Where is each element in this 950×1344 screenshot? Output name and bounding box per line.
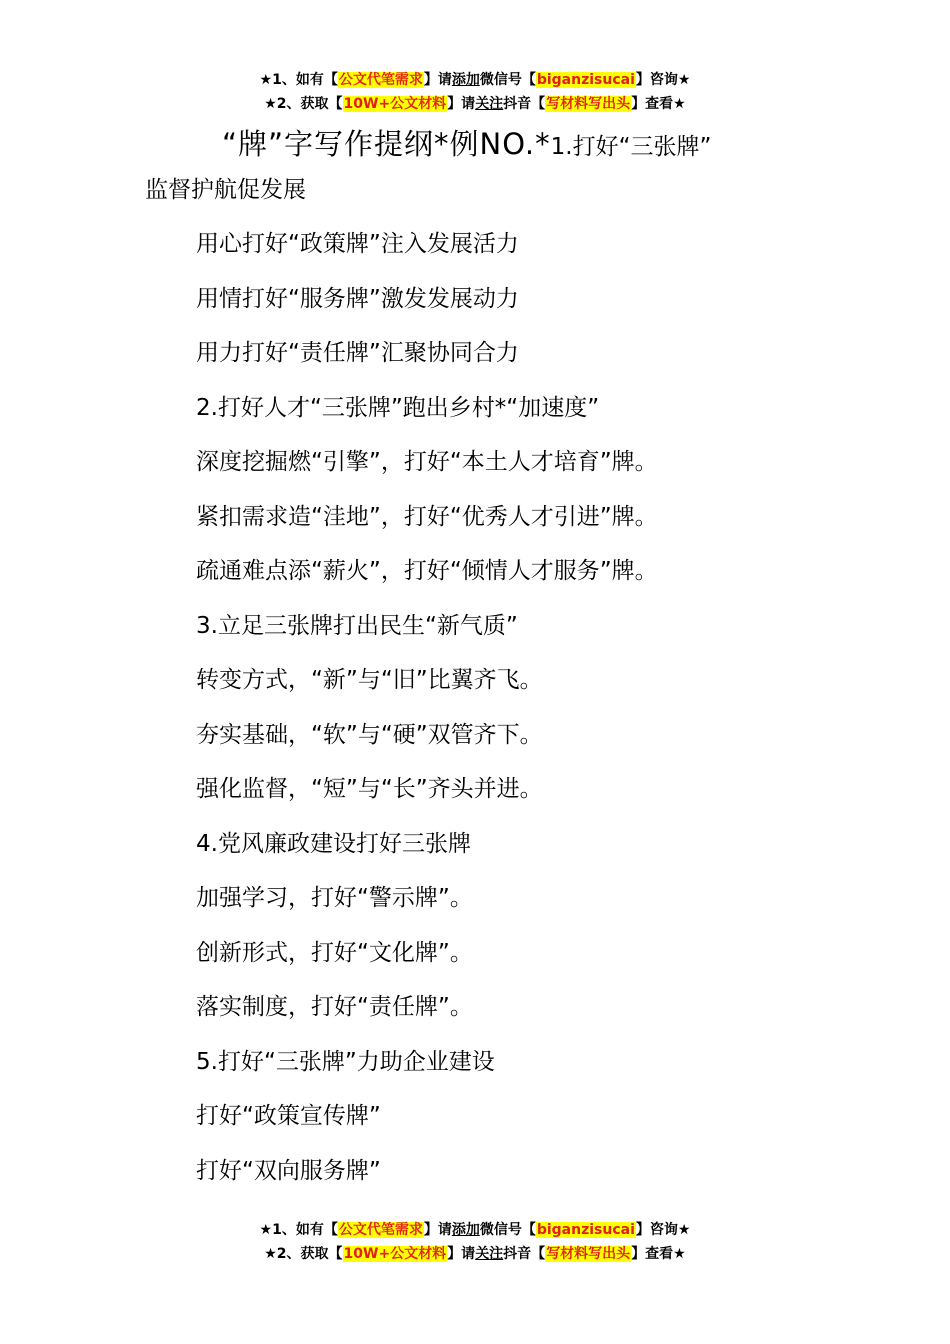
promo-text: 抖音【 xyxy=(503,96,546,112)
promo-text: 】咨询★ xyxy=(635,72,691,88)
promo-text: 微信号【 xyxy=(479,1222,536,1238)
outline-line: 用情打好“服务牌”激发发展动力 xyxy=(196,285,519,312)
promo-text: 】查看★ xyxy=(631,1246,686,1262)
promo-highlight: 公文代笔需求 xyxy=(338,72,423,88)
promo-line-2 xyxy=(0,92,950,116)
promo-underlined-text: 添加 xyxy=(451,72,480,88)
outline-line: 加强学习，打好“警示牌”。 xyxy=(196,885,473,911)
promo-text: 】咨询★ xyxy=(635,1222,691,1238)
outline-line: 落实制度，打好“责任牌”。 xyxy=(196,994,473,1020)
promo-douyin-id: 写材料写出头 xyxy=(546,96,631,112)
outline-heading: 3.立足三张牌打出民生“新气质” xyxy=(196,612,518,639)
outline-line: 转变方式，“新”与“旧”比翼齐飞。 xyxy=(196,667,543,693)
promo-underlined-text: 关注 xyxy=(475,1246,504,1262)
outline-heading: 2.打好人才“三张牌”跑出乡村*“加速度” xyxy=(196,394,600,421)
promo-highlight: 10W+公文材料 xyxy=(343,1246,447,1262)
outline-line: 强化监督，“短”与“长”齐头并进。 xyxy=(196,776,543,802)
outline-heading: 5.打好“三张牌”力助企业建设 xyxy=(196,1048,495,1075)
promo-highlight: 10W+公文材料 xyxy=(343,96,447,112)
promo-line-2 xyxy=(0,1242,950,1266)
promo-text: ★1、如有【 xyxy=(259,1222,338,1238)
promo-text: ★2、获取【 xyxy=(264,1246,343,1262)
promo-wechat-id: biganzisucai xyxy=(536,72,635,88)
outline-line: 用力打好“责任牌”汇聚协同合力 xyxy=(196,340,519,366)
promo-line-1 xyxy=(0,68,950,92)
title-continued: 监督护航促发展 xyxy=(145,177,306,203)
bottom-promo-banner xyxy=(0,1218,950,1266)
title-tail: 1.打好“三张牌” xyxy=(550,134,712,160)
title-main: “牌”字写作提纲*例NO.* xyxy=(222,127,551,161)
promo-wechat-id: biganzisucai xyxy=(536,1222,635,1238)
outline-heading: 4.党风廉政建设打好三张牌 xyxy=(196,830,471,857)
top-promo-banner xyxy=(0,68,950,116)
outline-line: 紧扣需求造“洼地”，打好“优秀人才引进”牌。 xyxy=(196,503,658,530)
outline-line: 用心打好“政策牌”注入发展活力 xyxy=(196,231,519,257)
promo-text: 】请 xyxy=(423,1222,452,1238)
promo-underlined-text: 添加 xyxy=(451,1222,480,1238)
promo-text: 微信号【 xyxy=(479,72,536,88)
promo-line-1 xyxy=(0,1218,950,1242)
promo-highlight: 公文代笔需求 xyxy=(338,1222,423,1238)
promo-text: 】请 xyxy=(447,96,476,112)
outline-line: 打好“政策宣传牌” xyxy=(196,1103,381,1129)
promo-text: 】请 xyxy=(423,72,452,88)
outline-line: 夯实基础，“软”与“硬”双管齐下。 xyxy=(196,721,543,748)
outline-line: 深度挖掘燃“引擎”，打好“本土人才培育”牌。 xyxy=(196,449,658,475)
outline-line: 打好“双向服务牌” xyxy=(196,1157,381,1184)
promo-text: 】查看★ xyxy=(631,96,686,112)
promo-text: ★1、如有【 xyxy=(259,72,338,88)
promo-douyin-id: 写材料写出头 xyxy=(546,1246,631,1262)
promo-text: 抖音【 xyxy=(503,1246,546,1262)
promo-text: 】请 xyxy=(447,1246,476,1262)
promo-underlined-text: 关注 xyxy=(475,96,504,112)
promo-text: ★2、获取【 xyxy=(264,96,343,112)
outline-line: 创新形式，打好“文化牌”。 xyxy=(196,939,473,966)
outline-list xyxy=(196,226,658,1207)
outline-line: 疏通难点添“薪火”，打好“倾情人才服务”牌。 xyxy=(196,558,658,584)
document-title xyxy=(222,122,711,171)
